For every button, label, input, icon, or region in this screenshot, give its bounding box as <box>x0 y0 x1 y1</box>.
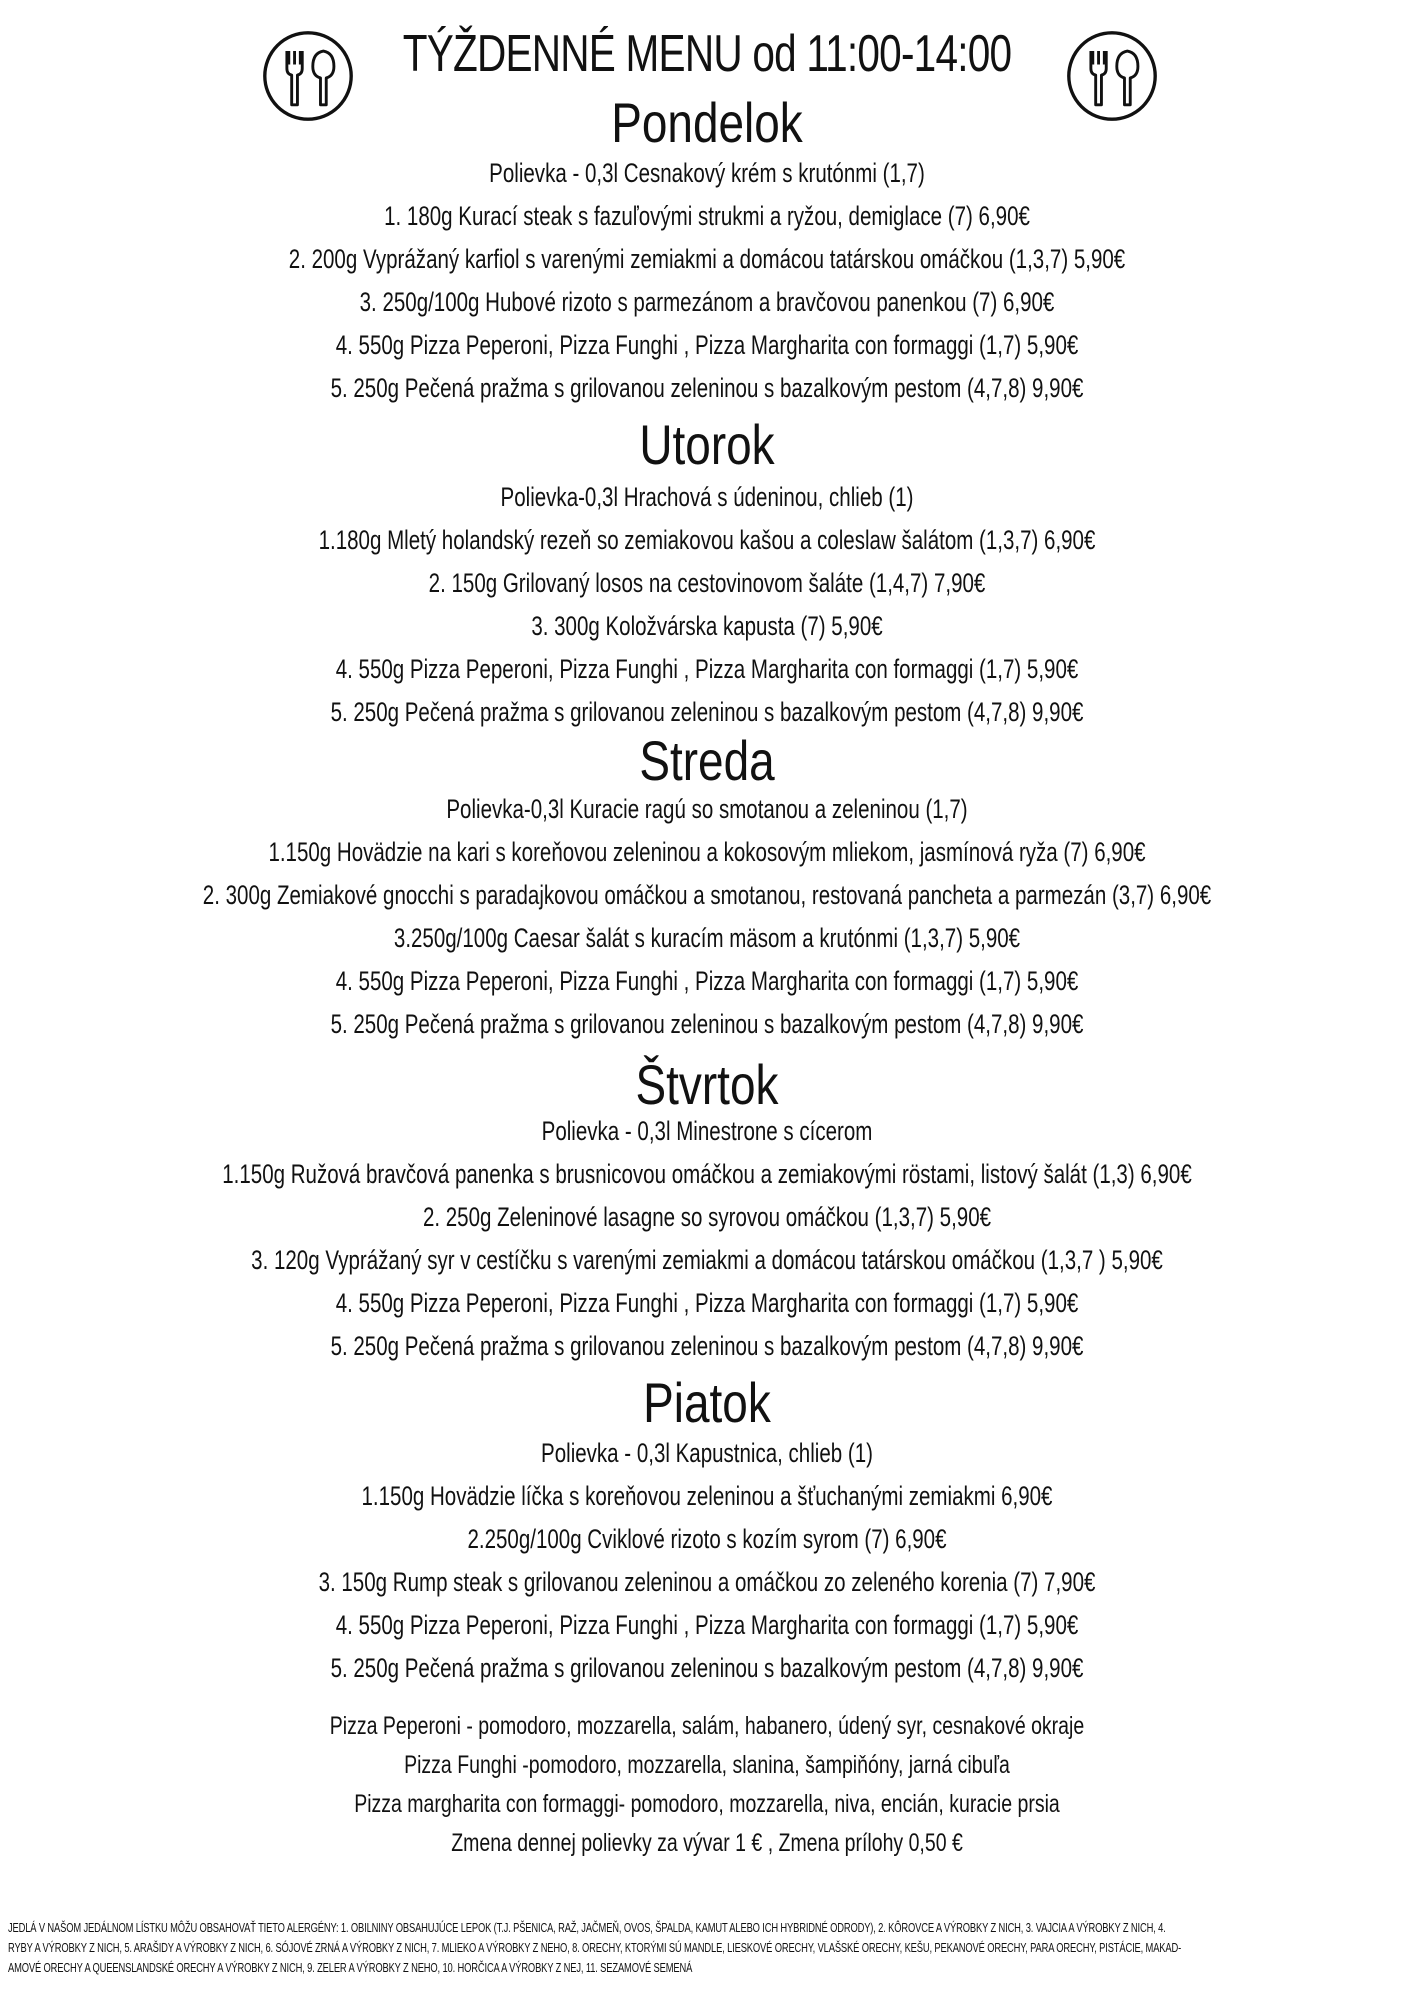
page-title: TÝŽDENNÉ MENU od 11:00-14:00 <box>402 25 1012 83</box>
allergen-line: RYBY A VÝROBKY Z NICH, 5. ARAŠIDY A VÝROBKY Z NICH, 6. SÓJOVÉ ZRNÁ A VÝROBKY Z NICH, 7. MLIEKO A VÝROBKY Z NEHO, 8. ORECHY, KTORÝMI SÚ MANDLE, LIESKOVÉ ORECHY, VLAŠSKÉ ORECHY, KEŠU, PEKANOVÉ ORECHY, PARA ORECHY, PISTÁCIE, MAKAD- <box>8 1940 1182 1955</box>
day-heading: Štvrtok <box>635 1053 779 1116</box>
menu-item: 5. 250g Pečená pražma s grilovanou zeleninou s bazalkovým pestom (4,7,8) 9,90€ <box>330 1653 1084 1683</box>
menu-item: 4. 550g Pizza Peperoni, Pizza Funghi , Pizza Margharita con formaggi (1,7) 5,90€ <box>335 1610 1079 1640</box>
pizza-note: Pizza margharita con formaggi- pomodoro, mozzarella, niva, encián, kuracie prsia <box>354 1790 1060 1818</box>
menu-item: 2. 200g Vyprážaný karfiol s varenými zemiakmi a domácou tatárskou omáčkou (1,3,7) 5,90€ <box>288 244 1126 274</box>
soup-line: Polievka - 0,3l Cesnakový krém s krutónmi (1,7) <box>489 158 925 188</box>
menu-item: 3. 250g/100g Hubové rizoto s parmezánom a bravčovou panenkou (7) 6,90€ <box>359 287 1055 317</box>
menu-item: 1.150g Hovädzie líčka s koreňovou zeleninou a šťuchanými zemiakmi 6,90€ <box>361 1481 1053 1511</box>
pizza-note: Pizza Peperoni - pomodoro, mozzarella, salám, habanero, údený syr, cesnakové okraje <box>329 1712 1085 1740</box>
pizza-note: Pizza Funghi -pomodoro, mozzarella, slanina, šampiňóny, jarná cibuľa <box>404 1751 1010 1779</box>
soup-line: Polievka - 0,3l Minestrone s cícerom <box>541 1116 873 1146</box>
price-note: Zmena dennej polievky za vývar 1 € , Zmena prílohy 0,50 € <box>451 1829 963 1857</box>
menu-item: 3. 120g Vyprážaný syr v cestíčku s varenými zemiakmi a domácou tatárskou omáčkou (1,3,7 ) 5,90€ <box>251 1245 1163 1275</box>
menu-item: 5. 250g Pečená pražma s grilovanou zeleninou s bazalkovým pestom (4,7,8) 9,90€ <box>330 697 1084 727</box>
menu-item: 5. 250g Pečená pražma s grilovanou zeleninou s bazalkovým pestom (4,7,8) 9,90€ <box>330 1009 1084 1039</box>
day-heading: Streda <box>639 729 775 792</box>
menu-item: 1. 180g Kurací steak s fazuľovými strukmi a ryžou, demiglace (7) 6,90€ <box>384 201 1030 231</box>
soup-line: Polievka-0,3l Hrachová s údeninou, chlieb (1) <box>500 482 914 512</box>
menu-item: 3.250g/100g Caesar šalát s kuracím mäsom a krutónmi (1,3,7) 5,90€ <box>393 923 1021 953</box>
menu-item: 4. 550g Pizza Peperoni, Pizza Funghi , Pizza Margharita con formaggi (1,7) 5,90€ <box>335 966 1079 996</box>
soup-line: Polievka - 0,3l Kapustnica, chlieb (1) <box>541 1438 873 1468</box>
menu-item: 2.250g/100g Cviklové rizoto s kozím syrom (7) 6,90€ <box>467 1524 947 1554</box>
day-heading: Piatok <box>643 1371 771 1434</box>
day-heading: Pondelok <box>611 91 803 154</box>
allergen-line: AMOVÉ ORECHY A QUEENSLANDSKÉ ORECHY A VÝROBKY Z NICH, 9. ZELER A VÝROBKY Z NEHO, 10. HORČICA A VÝROBKY Z NEJ, 11. SEZAMOVÉ SEMENÁ <box>8 1960 693 1975</box>
menu-item: 5. 250g Pečená pražma s grilovanou zeleninou s bazalkovým pestom (4,7,8) 9,90€ <box>330 1331 1084 1361</box>
menu-item: 4. 550g Pizza Peperoni, Pizza Funghi , Pizza Margharita con formaggi (1,7) 5,90€ <box>335 1288 1079 1318</box>
soup-line: Polievka-0,3l Kuracie ragú so smotanou a zeleninou (1,7) <box>446 794 968 824</box>
allergen-line: JEDLÁ V NAŠOM JEDÁLNOM LÍSTKU MÔŽU OBSAHOVAŤ TIETO ALERGÉNY: 1. OBILNINY OBSAHUJÚCE LEPOK (T.J. PŠENICA, RAŽ, JAČMEŇ, OVOS, ŠPALDA, KAMUT ALEBO ICH HYBRIDNÉ ODRODY), 2. KÔROVCE A VÝROBKY Z NICH, 3. VAJCIA A VÝROBKY Z NICH, 4. <box>8 1920 1166 1935</box>
menu-item: 4. 550g Pizza Peperoni, Pizza Funghi , Pizza Margharita con formaggi (1,7) 5,90€ <box>335 330 1079 360</box>
menu-item: 3. 300g Koložvárska kapusta (7) 5,90€ <box>531 611 883 641</box>
allergen-footer <box>8 1918 1406 1978</box>
menu-item: 4. 550g Pizza Peperoni, Pizza Funghi , Pizza Margharita con formaggi (1,7) 5,90€ <box>335 654 1079 684</box>
menu-item: 1.180g Mletý holandský rezeň so zemiakovou kašou a coleslaw šalátom (1,3,7) 6,90€ <box>318 525 1096 555</box>
menu-item: 2. 250g Zeleninové lasagne so syrovou omáčkou (1,3,7) 5,90€ <box>422 1202 992 1232</box>
menu-item: 5. 250g Pečená pražma s grilovanou zeleninou s bazalkovým pestom (4,7,8) 9,90€ <box>330 373 1084 403</box>
menu-item: 2. 150g Grilovaný losos na cestovinovom šaláte (1,4,7) 7,90€ <box>428 568 986 598</box>
menu-item: 3. 150g Rump steak s grilovanou zeleninou a omáčkou zo zeleného korenia (7) 7,90€ <box>318 1567 1096 1597</box>
menu-item: 1.150g Hovädzie na kari s koreňovou zeleninou a kokosovým mliekom, jasmínová ryža (7) 6,90€ <box>268 837 1146 867</box>
menu-item: 2. 300g Zemiakové gnocchi s paradajkovou omáčkou a smotanou, restovaná pancheta a parmezán (3,7) 6,90€ <box>202 880 1212 910</box>
menu-item: 1.150g Ružová bravčová panenka s brusnicovou omáčkou a zemiakovými röstami, listový šalát (1,3) 6,90€ <box>222 1159 1192 1189</box>
day-heading: Utorok <box>639 413 775 476</box>
